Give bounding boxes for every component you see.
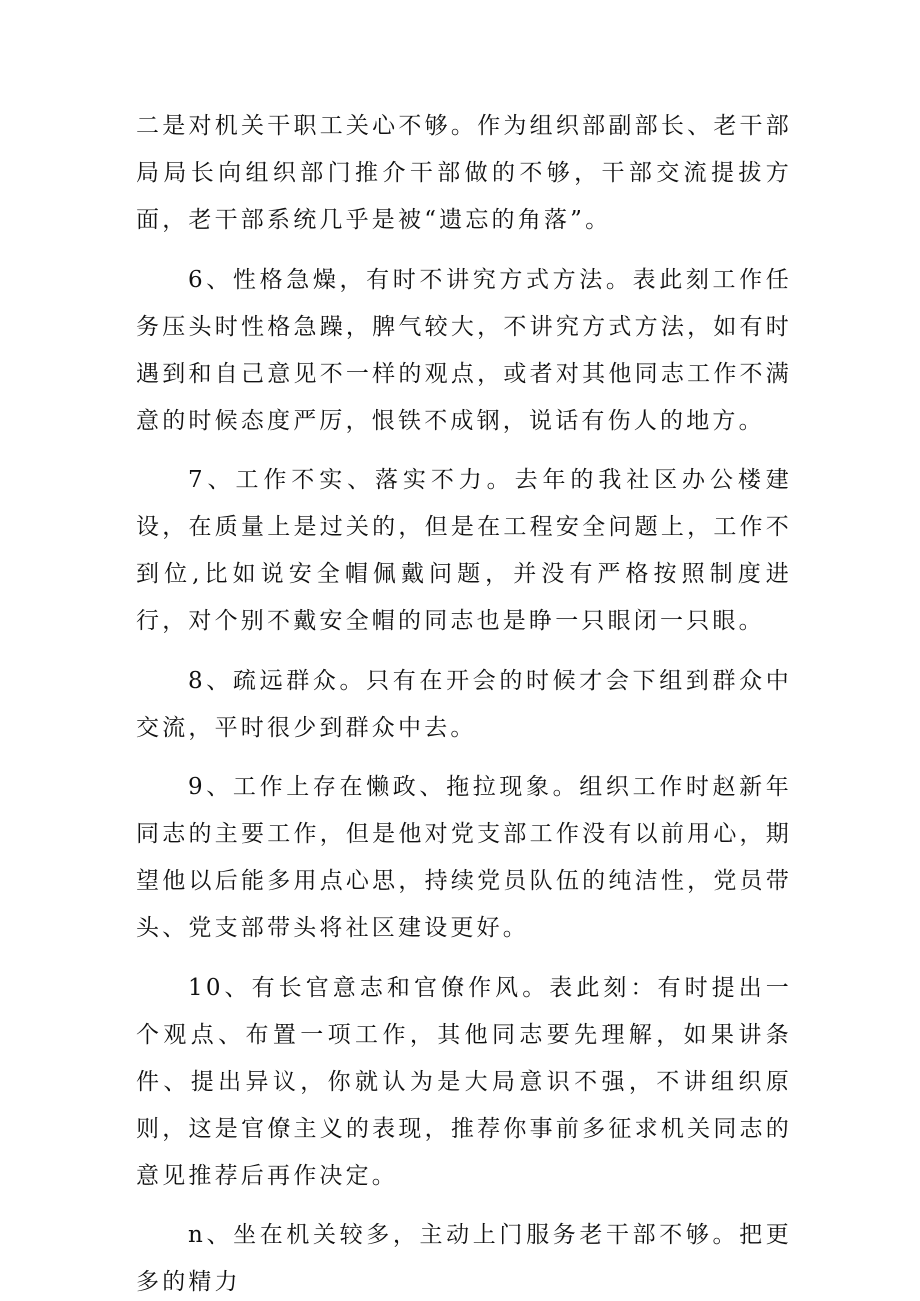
paragraph-5: 9、工作上存在懒政、拖拉现象。组织工作时赵新年同志的主要工作，但是他对党支部工作没有以前用心，期望他以后能多用点心思，持续党员队伍的纯洁性，党员带头、党支部带头将社区建设更好。 [136,774,792,941]
paragraph-2: 6、性格急燥，有时不讲究方式方法。表此刻工作任务压头时性格急躁，脾气较大，不讲究方式方法，如有时遇到和自己意见不一样的观点，或者对其他同志工作不满意的时候态度严厉，恨铁不成钢，说话有伤人的地方。 [136,266,792,434]
paragraph-1: 二是对机关干职工关心不够。作为组织部副部长、老干部局局长向组织部门推介干部做的不够，干部交流提拔方面，老干部系统几乎是被“遗忘的角落”。 [136,113,792,233]
paragraph-3: 7、工作不实、落实不力。去年的我社区办公楼建设，在质量上是过关的，但是在工程安全问题上，工作不到位,比如说安全帽佩戴问题，并没有严格按照制度进行，对个别不戴安全帽的同志也是睁一只眼闭一只眼。 [136,467,792,634]
paragraph-7: n、坐在机关较多，主动上门服务老干部不够。把更多的精力 [136,1222,792,1295]
document-body [136,103,792,1301]
paragraph-4: 8、疏远群众。只有在开会的时候才会下组到群众中交流，平时很少到群众中去。 [136,667,792,741]
paragraph-6: 10、有长官意志和官僚作风。表此刻：有时提出一个观点、布置一项工作，其他同志要先理解，如果讲条件、提出异议，你就认为是大局意识不强，不讲组织原则，这是官僚主义的表现，推荐你事前多征求机关同志的意见推荐后再作决定。 [136,974,792,1189]
